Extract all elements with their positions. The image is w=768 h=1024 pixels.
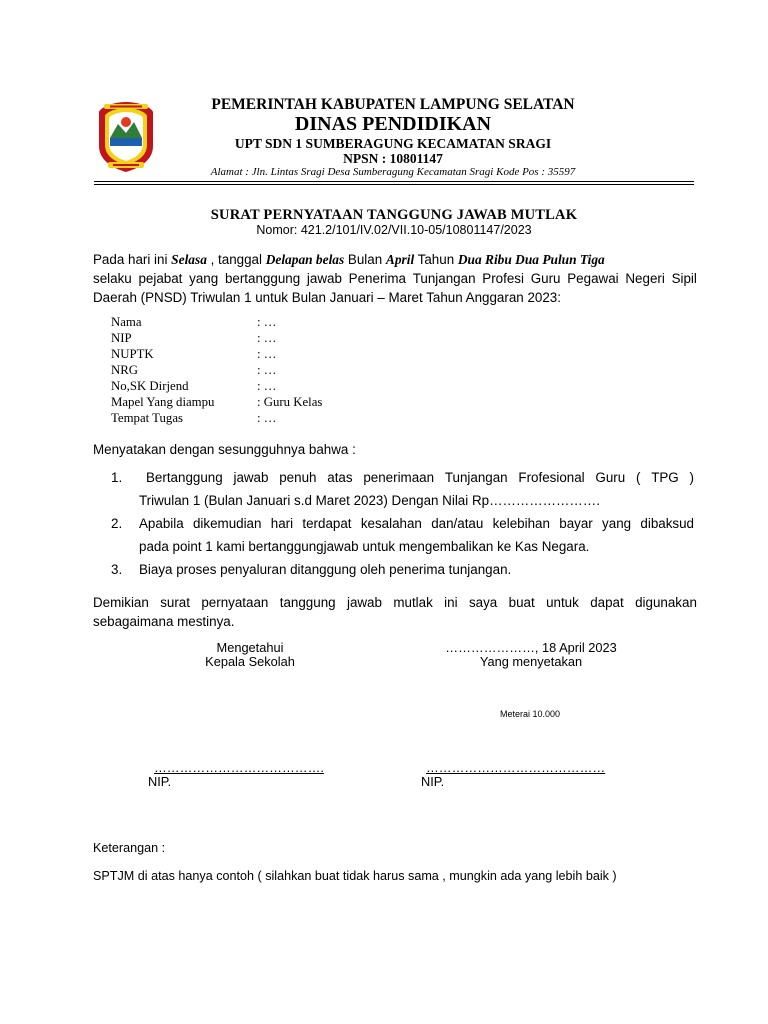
date-words: Delapan belas bbox=[265, 252, 345, 267]
list-item: 3. Biaya proses penyaluran ditanggung oleh penerima tunjangan. bbox=[111, 562, 512, 577]
header-government: PEMERINTAH KABUPATEN LAMPUNG SELATAN bbox=[211, 96, 575, 113]
lampung-selatan-emblem-icon bbox=[96, 100, 156, 174]
month: April bbox=[385, 252, 415, 267]
acknowledged-label: Mengetahui bbox=[216, 640, 284, 655]
header-agency: DINAS PENDIDIKAN bbox=[294, 113, 492, 135]
field-row: Tempat Tugas : … bbox=[111, 411, 277, 425]
notes-label: Keterangan : bbox=[93, 841, 166, 855]
header-divider-thin bbox=[94, 184, 694, 185]
field-row: NUPTK : … bbox=[111, 347, 277, 361]
day: Selasa bbox=[171, 252, 207, 267]
opening-line-1: Pada hari ini Selasa , tanggal Delapan belas Bulan April Tahun Dua Ribu Dua Pulun Tiga bbox=[93, 252, 605, 267]
header-npsn: NPSN : 10801147 bbox=[343, 151, 443, 166]
header-divider bbox=[94, 181, 694, 182]
field-row: Mapel Yang diampu : Guru Kelas bbox=[111, 395, 323, 409]
stamp-duty-label: Meterai 10.000 bbox=[500, 709, 561, 719]
list-item: 1. Bertanggung jawab penuh atas penerimaan Tunjangan Frofesional Guru ( TPG ) Triwulan 1 (Bulan Januari s.d Maret 2023) Dengan Nilai Rp……………………. bbox=[111, 470, 694, 508]
notes-text: SPTJM di atas hanya contoh ( silahkan buat tidak harus sama , mungkin ada yang lebih baik ) bbox=[93, 869, 617, 883]
opening-line-2: selaku pejabat yang bertanggung jawab Penerima Tunjangan Profesi Guru Pegawai Negeri Sipil bbox=[93, 271, 697, 286]
declarant-nip: NIP. bbox=[421, 774, 445, 789]
declaration-statement: Menyatakan dengan sesungguhnya bahwa : bbox=[93, 442, 356, 457]
declarant-signature-line: …………………………………… bbox=[426, 760, 606, 775]
closing-paragraph: Demikian surat pernyataan tanggung jawab mutlak ini saya buat untuk dapat digunakan sebagaimana mestinya. bbox=[93, 595, 697, 629]
principal-signature-line: …………………………………. bbox=[154, 760, 324, 775]
field-row: No,SK Dirjend : … bbox=[111, 379, 277, 393]
opening-line-3: Daerah (PNSD) Triwulan 1 untuk Bulan Januari – Maret Tahun Anggaran 2023: bbox=[93, 290, 561, 305]
declarant-title: Yang menyetakan bbox=[479, 654, 583, 669]
field-row: NIP : … bbox=[111, 331, 277, 345]
opening-paragraph bbox=[93, 250, 697, 307]
document-title: SURAT PERNYATAAN TANGGUNG JAWAB MUTLAK bbox=[210, 207, 578, 223]
field-row: Nama : … bbox=[111, 315, 277, 329]
year-words: Dua Ribu Dua Pulun Tiga bbox=[457, 252, 605, 267]
header-address: Alamat : Jln. Lintas Sragi Desa Sumberagung Kecamatan Sragi Kode Pos : 35597 bbox=[210, 166, 576, 178]
principal-title: Kepala Sekolah bbox=[205, 654, 295, 669]
header-school: UPT SDN 1 SUMBERAGUNG KECAMATAN SRAGI bbox=[234, 136, 552, 151]
list-item: 2. Apabila dikemudian hari terdapat kesalahan dan/atau kelebihan bayar yang dibaksud pada point 1 kami bertanggungjawab untuk mengembalikan ke Kas Negara. bbox=[111, 516, 694, 554]
principal-nip: NIP. bbox=[148, 774, 172, 789]
place-date: …………………, 18 April 2023 bbox=[445, 640, 617, 655]
field-row: NRG : … bbox=[111, 363, 277, 377]
document-number: Nomor: 421.2/101/IV.02/VII.10-05/10801147/2023 bbox=[256, 223, 532, 237]
statement-list bbox=[111, 466, 694, 581]
identity-fields bbox=[111, 314, 322, 426]
